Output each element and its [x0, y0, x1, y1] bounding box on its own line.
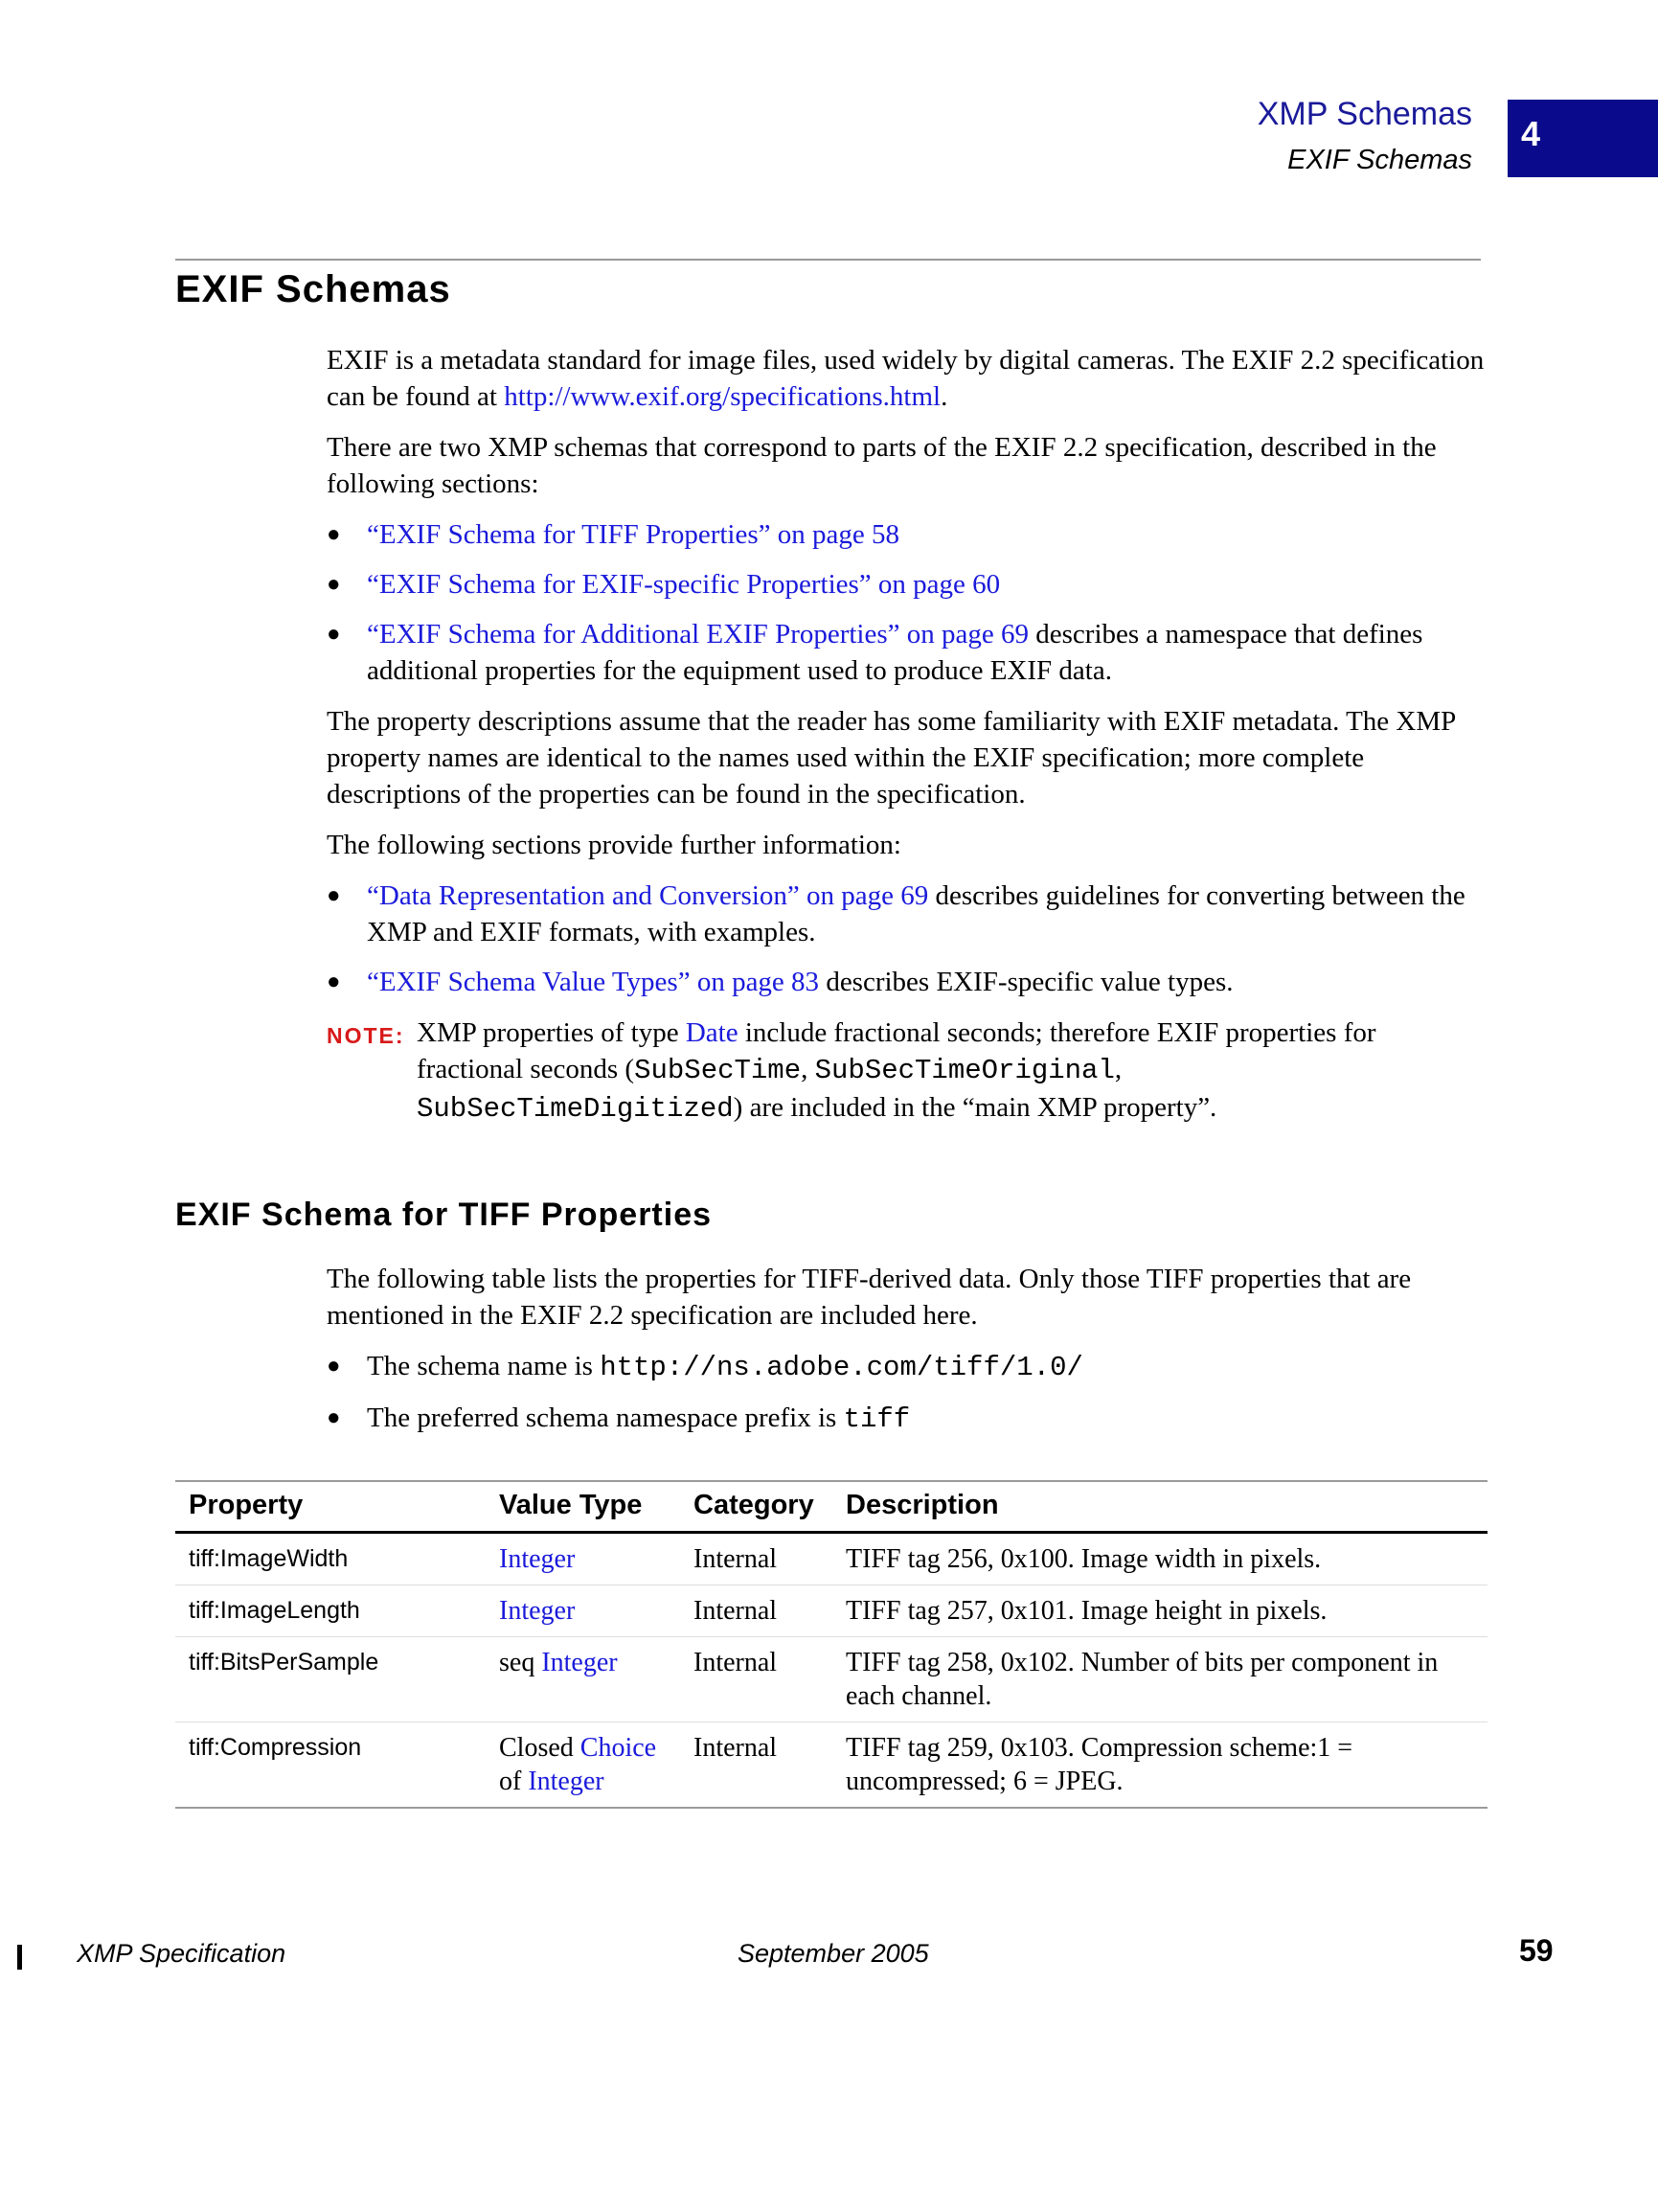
section-title: EXIF Schema for TIFF Properties: [175, 1197, 713, 1233]
value-type-cell: [486, 1637, 680, 1722]
value-type-cell: [486, 1533, 680, 1585]
value-type-cell: [486, 1585, 680, 1637]
bullet-icon: ●: [327, 883, 341, 908]
column-header-description: Description: [832, 1481, 1488, 1533]
property-cell: tiff:Compression: [175, 1722, 486, 1809]
bullet-icon: ●: [327, 572, 341, 597]
note-separator: ,: [1114, 1054, 1123, 1084]
link-value-types[interactable]: “EXIF Schema Value Types” on page 83: [367, 967, 820, 997]
footer-date: September 2005: [738, 1939, 929, 1968]
tiff-paragraph: The following table lists the properties for TIFF-derived data. Only those TIFF properties that are mentioned in the EXIF 2.2 specification are included here.: [327, 1264, 1412, 1331]
bullet-icon: ●: [327, 969, 341, 994]
list-item-text: The schema name is: [367, 1351, 601, 1381]
column-header-property: Property: [175, 1481, 486, 1533]
list-item-text: describes a namespace that defines additional properties for the equipment used to produce EXIF data.: [367, 619, 1423, 686]
note-text: include fractional seconds; therefore EXIF properties for fractional seconds (: [417, 1017, 1376, 1084]
code-subsectimeoriginal: SubSecTimeOriginal: [814, 1055, 1115, 1086]
section-divider: [175, 259, 1481, 261]
list-item: [327, 964, 1486, 1000]
page-number: 59: [1519, 1933, 1554, 1968]
table-row: [175, 1722, 1488, 1809]
header-section-link[interactable]: XMP Schemas: [1257, 96, 1472, 132]
schema-list: [327, 516, 1486, 689]
integer-type-link[interactable]: Integer: [528, 1767, 604, 1796]
link-data-representation[interactable]: “Data Representation and Conversion” on page 69: [367, 880, 929, 911]
note-separator: ,: [801, 1054, 815, 1084]
list-item-text: describes guidelines for converting between the XMP and EXIF formats, with examples.: [367, 880, 1465, 947]
value-type-text: Closed: [499, 1733, 580, 1763]
category-cell: Internal: [680, 1585, 832, 1637]
integer-type-link[interactable]: Integer: [499, 1596, 576, 1626]
list-item: [327, 1400, 1486, 1438]
property-cell: tiff:BitsPerSample: [175, 1637, 486, 1722]
integer-type-link[interactable]: Integer: [499, 1544, 576, 1574]
choice-type-link[interactable]: Choice: [579, 1733, 657, 1763]
category-cell: Internal: [680, 1533, 832, 1585]
list-item: [327, 516, 1486, 553]
list-item: [327, 616, 1486, 689]
category-cell: Internal: [680, 1722, 832, 1809]
header-subsection: EXIF Schemas: [1287, 145, 1472, 175]
tiff-properties-table: [175, 1480, 1488, 1809]
description-cell: TIFF tag 258, 0x102. Number of bits per component in each channel.: [832, 1637, 1488, 1722]
description-cell: TIFF tag 259, 0x103. Compression scheme:1 = uncompressed; 6 = JPEG.: [832, 1722, 1488, 1809]
bullet-icon: ●: [327, 622, 341, 647]
property-cell: tiff:ImageLength: [175, 1585, 486, 1637]
intro-p1-end: .: [941, 381, 948, 412]
note-text: ) are included in the “main XMP property”.: [733, 1092, 1217, 1123]
column-header-value-type: Value Type: [486, 1481, 680, 1533]
schema-prefix: tiff: [843, 1403, 911, 1435]
note-label: NOTE:: [327, 1023, 405, 1048]
intro-paragraph-2: There are two XMP schemas that correspond to parts of the EXIF 2.2 specification, described in the following sections:: [327, 432, 1437, 499]
bullet-icon: ●: [327, 522, 341, 547]
list-item: [327, 1348, 1486, 1386]
property-cell: tiff:ImageWidth: [175, 1533, 486, 1585]
intro-paragraph-1: [327, 342, 1486, 415]
exif-spec-link[interactable]: http://www.exif.org/specifications.html: [504, 381, 942, 412]
table-header-row: [175, 1481, 1488, 1533]
schema-info-list: [327, 1348, 1486, 1438]
description-cell: TIFF tag 256, 0x100. Image width in pixels.: [832, 1533, 1488, 1585]
intro-section: [327, 342, 1486, 1128]
list-item-text: The preferred schema namespace prefix is: [367, 1402, 844, 1433]
list-item-text: describes EXIF-specific value types.: [819, 967, 1234, 997]
list-item: [327, 878, 1486, 950]
link-exif-specific-properties[interactable]: “EXIF Schema for EXIF-specific Properties” on page 60: [367, 569, 1001, 600]
value-type-text: seq: [499, 1648, 542, 1677]
table-row: [175, 1585, 1488, 1637]
bullet-icon: ●: [327, 1354, 341, 1379]
page-title: EXIF Schemas: [175, 268, 451, 310]
note-block: [327, 1015, 1486, 1128]
integer-type-link[interactable]: Integer: [541, 1648, 618, 1677]
category-cell: Internal: [680, 1637, 832, 1722]
footer-document-title: XMP Specification: [77, 1939, 286, 1968]
value-type-cell: [486, 1722, 680, 1809]
list-item: [327, 566, 1486, 603]
table-row: [175, 1637, 1488, 1722]
value-type-text: of: [499, 1767, 529, 1796]
change-bar: [17, 1945, 22, 1970]
note-text: XMP properties of type: [417, 1017, 686, 1048]
code-subsectime: SubSecTime: [634, 1055, 802, 1086]
bullet-icon: ●: [327, 1405, 341, 1430]
intro-p1-text: EXIF is a metadata standard for image files, used widely by digital cameras. The EXIF 2.2 specification can be found at: [327, 345, 1485, 412]
link-tiff-properties[interactable]: “EXIF Schema for TIFF Properties” on page 58: [367, 519, 899, 550]
code-subsectimedigitized: SubSecTimeDigitized: [417, 1093, 734, 1125]
intro-paragraph-3: The property descriptions assume that the reader has some familiarity with EXIF metadata. The XMP property names are identical to the names used within the EXIF specification; more complete descriptions of the properties can be found in the specification.: [327, 706, 1456, 810]
intro-paragraph-4: The following sections provide further information:: [327, 830, 901, 860]
table-row: [175, 1533, 1488, 1585]
schema-uri: http://ns.adobe.com/tiff/1.0/: [600, 1352, 1083, 1383]
chapter-tab: [1508, 100, 1658, 177]
info-list: [327, 878, 1486, 1000]
chapter-number: 4: [1521, 114, 1541, 153]
column-header-category: Category: [680, 1481, 832, 1533]
date-type-link[interactable]: Date: [685, 1017, 738, 1048]
link-additional-exif-properties[interactable]: “EXIF Schema for Additional EXIF Properties” on page 69: [367, 619, 1030, 650]
tiff-intro: [327, 1261, 1486, 1452]
description-cell: TIFF tag 257, 0x101. Image height in pixels.: [832, 1585, 1488, 1637]
